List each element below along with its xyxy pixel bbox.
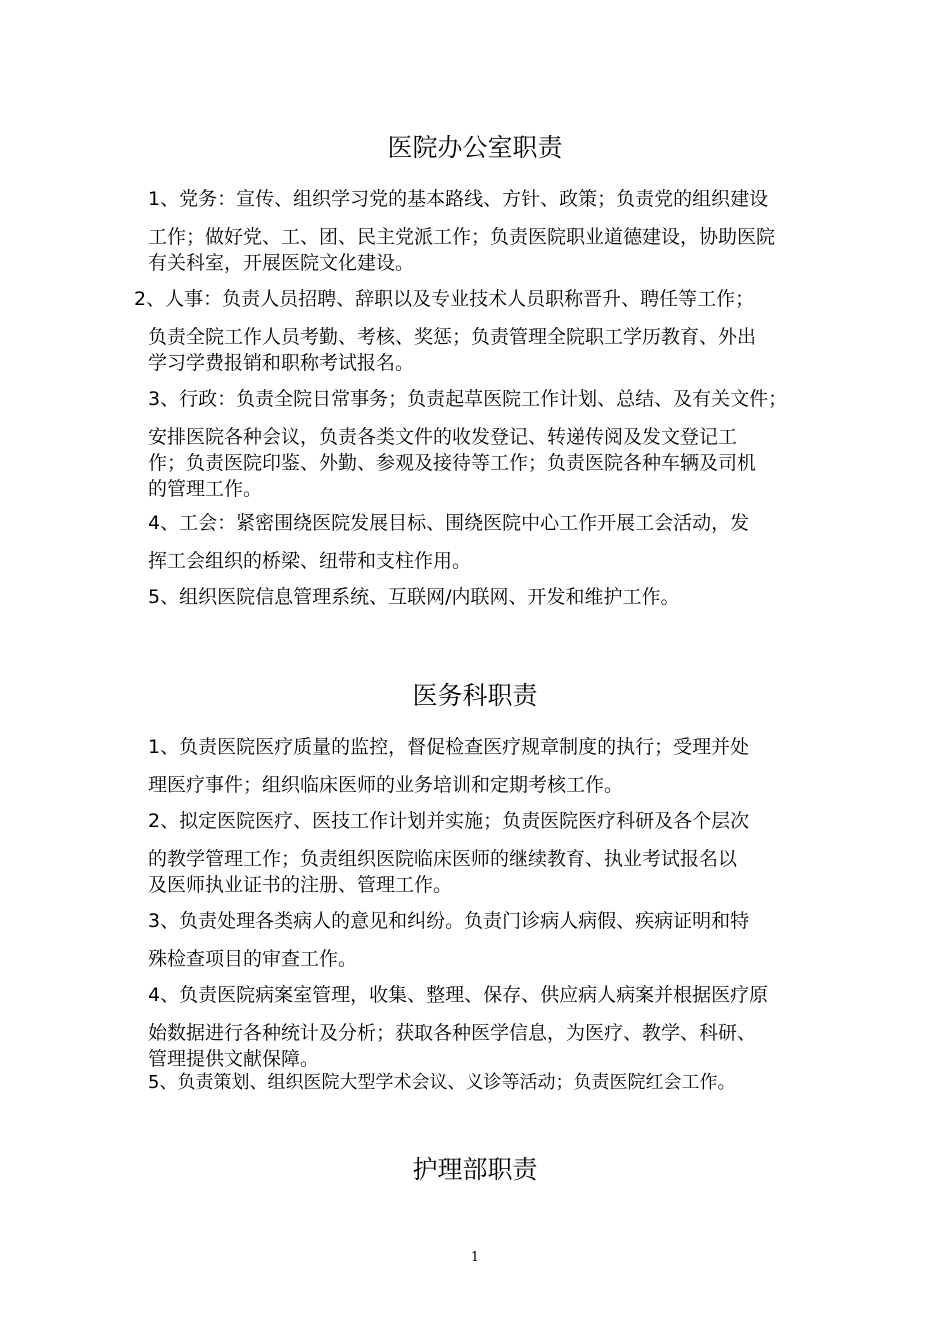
body-line: 学习学费报销和职称考试报名。: [148, 352, 415, 374]
body-line: 有关科室，开展医院文化建设。: [148, 252, 415, 274]
body-line: 5、组织医院信息管理系统、互联网/内联网、开发和维护工作。: [148, 586, 680, 608]
body-line: 及医师执业证书的注册、管理工作。: [148, 874, 453, 896]
body-line: 3、负责处理各类病人的意见和纠纷。负责门诊病人病假、疾病证明和特: [148, 910, 750, 932]
body-line: 2、人事：负责人员招聘、辞职以及专业技术人员职称晋升、聘任等工作；: [134, 288, 755, 310]
body-line: 理医疗事件；组织临床医师的业务培训和定期考核工作。: [148, 774, 624, 796]
body-line: 始数据进行各种统计及分析；获取各种医学信息，为医疗、教学、科研、: [148, 1022, 757, 1044]
body-line: 安排医院各种会议，负责各类文件的收发登记、转递传阅及发文登记工: [148, 426, 738, 448]
section-title-medical-affairs: 医务科职责: [412, 681, 538, 710]
body-line: 殊检查项目的审查工作。: [148, 948, 358, 970]
section-title-nursing: 护理部职责: [412, 1155, 538, 1184]
body-line: 挥工会组织的桥梁、纽带和支柱作用。: [148, 550, 472, 572]
body-line: 工作；做好党、工、团、民主党派工作；负责医院职业道德建设，协助医院: [148, 226, 776, 248]
body-line: 2、拟定医院医疗、医技工作计划并实施；负责医院医疗科研及各个层次: [148, 810, 750, 832]
section-title-office: 医院办公室职责: [387, 133, 563, 162]
body-line: 的管理工作。: [148, 478, 263, 500]
body-line: 管理提供文献保障。: [148, 1048, 320, 1070]
page-number: 1: [470, 1250, 480, 1265]
body-line: 负责全院工作人员考勤、考核、奖惩；负责管理全院职工学历教育、外出: [148, 326, 757, 348]
body-line: 作；负责医院印鉴、外勤、参观及接待等工作；负责医院各种车辆及司机: [148, 452, 757, 474]
body-line: 的教学管理工作；负责组织医院临床医师的继续教育、执业考试报名以: [148, 848, 738, 870]
body-line: 1、负责医院医疗质量的监控，督促检查医疗规章制度的执行；受理并处: [148, 736, 750, 758]
body-line: 4、工会：紧密围绕医院发展目标、围绕医院中心工作开展工会活动，发: [148, 512, 750, 534]
body-line: 4、负责医院病案室管理，收集、整理、保存、供应病人病案并根据医疗原: [148, 984, 769, 1006]
body-line: 1、党务：宣传、组织学习党的基本路线、方针、政策；负责党的组织建设: [148, 188, 769, 210]
body-line: 5、负责策划、组织医院大型学术会议、义诊等活动；负责医院红会工作。: [148, 1072, 736, 1093]
body-line: 3、行政：负责全院日常事务；负责起草医院工作计划、总结、及有关文件；: [148, 388, 788, 410]
